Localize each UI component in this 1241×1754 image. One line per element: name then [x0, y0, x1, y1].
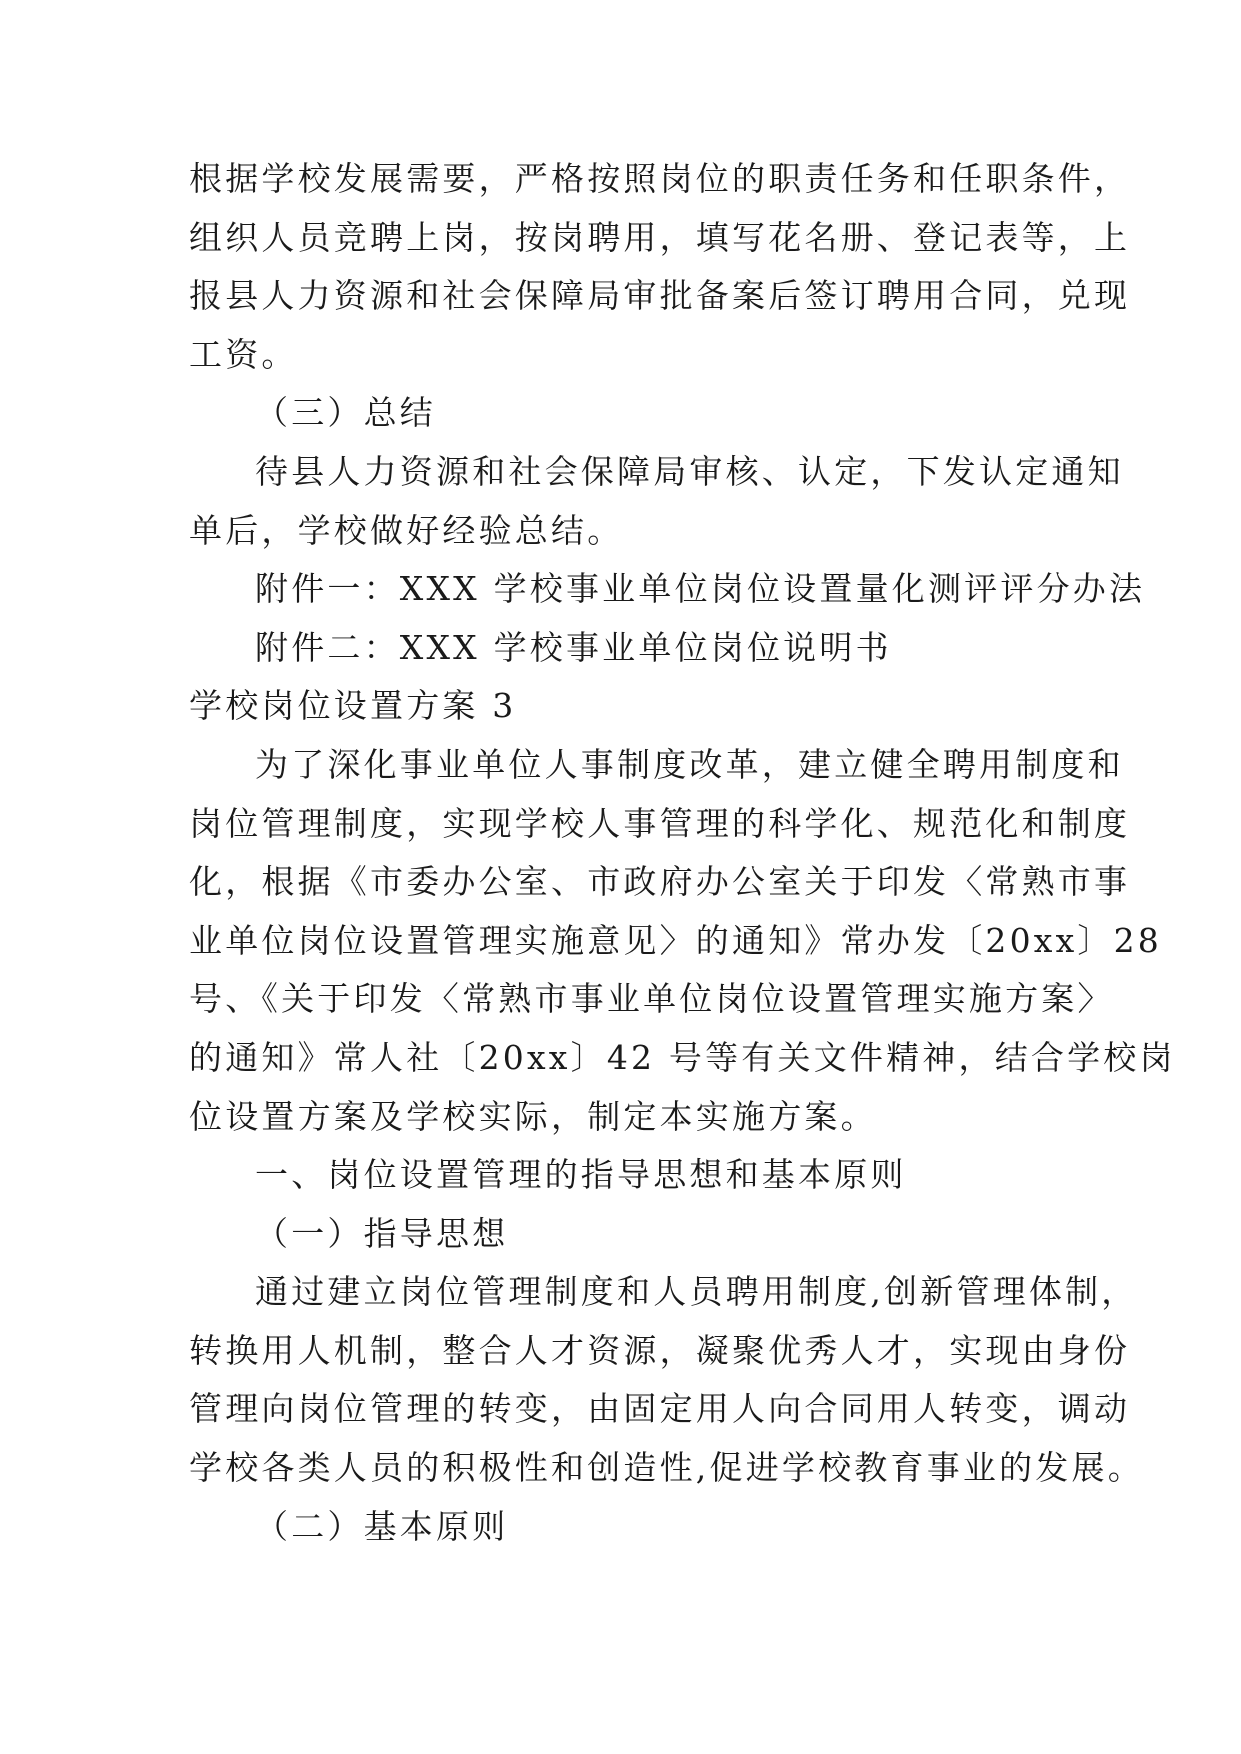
paragraph-line: 化，根据《市委办公室、市政府办公室关于印发〈常熟市事 — [189, 862, 1131, 902]
section-heading-summary: （三）总结 — [255, 393, 436, 433]
paragraph-line: 单后，学校做好经验总结。 — [189, 510, 624, 550]
paragraph-line: 转换用人机制，整合人才资源，凝聚优秀人才，实现由身份 — [189, 1330, 1131, 1370]
paragraph-line: 位设置方案及学校实际，制定本实施方案。 — [189, 1096, 877, 1136]
paragraph-line: 组织人员竞聘上岗，按岗聘用，填写花名册、登记表等，上 — [189, 217, 1131, 257]
attachment-one: 附件一：XXX 学校事业单位岗位设置量化测评评分办法 — [255, 569, 1146, 609]
paragraph-line: 待县人力资源和社会保障局审核、认定，下发认定通知 — [255, 451, 1124, 491]
paragraph-line: 业单位岗位设置管理实施意见〉的通知》常办发〔20xx〕28 — [189, 920, 1163, 960]
subsection-heading-guiding-thought: （一）指导思想 — [255, 1213, 509, 1253]
paragraph-line: 根据学校发展需要，严格按照岗位的职责任务和任职条件， — [189, 159, 1131, 198]
paragraph-line: 岗位管理制度，实现学校人事管理的科学化、规范化和制度 — [189, 803, 1131, 843]
document-body — [189, 150, 1176, 1556]
paragraph-line: 报县人力资源和社会保障局审批备案后签订聘用合同，兑现 — [189, 276, 1131, 316]
document-title: 学校岗位设置方案 3 — [189, 686, 517, 726]
paragraph-line: 工资。 — [189, 334, 298, 374]
subsection-heading-basic-principles: （二）基本原则 — [255, 1506, 509, 1546]
paragraph-line: 通过建立岗位管理制度和人员聘用制度,创新管理体制， — [255, 1272, 1138, 1312]
paragraph-line: 号、《关于印发〈常熟市事业单位岗位设置管理实施方案〉 — [189, 979, 1114, 1019]
section-heading-principles: 一、岗位设置管理的指导思想和基本原则 — [255, 1155, 907, 1195]
attachment-two: 附件二：XXX 学校事业单位岗位说明书 — [255, 627, 892, 667]
paragraph-line: 管理向岗位管理的转变，由固定用人向合同用人转变，调动 — [189, 1389, 1131, 1429]
paragraph-line: 的通知》常人社〔20xx〕42 号等有关文件精神，结合学校岗 — [189, 1037, 1176, 1077]
paragraph-line: 学校各类人员的积极性和创造性,促进学校教育事业的发展。 — [189, 1448, 1144, 1488]
paragraph-line: 为了深化事业单位人事制度改革，建立健全聘用制度和 — [255, 744, 1124, 784]
